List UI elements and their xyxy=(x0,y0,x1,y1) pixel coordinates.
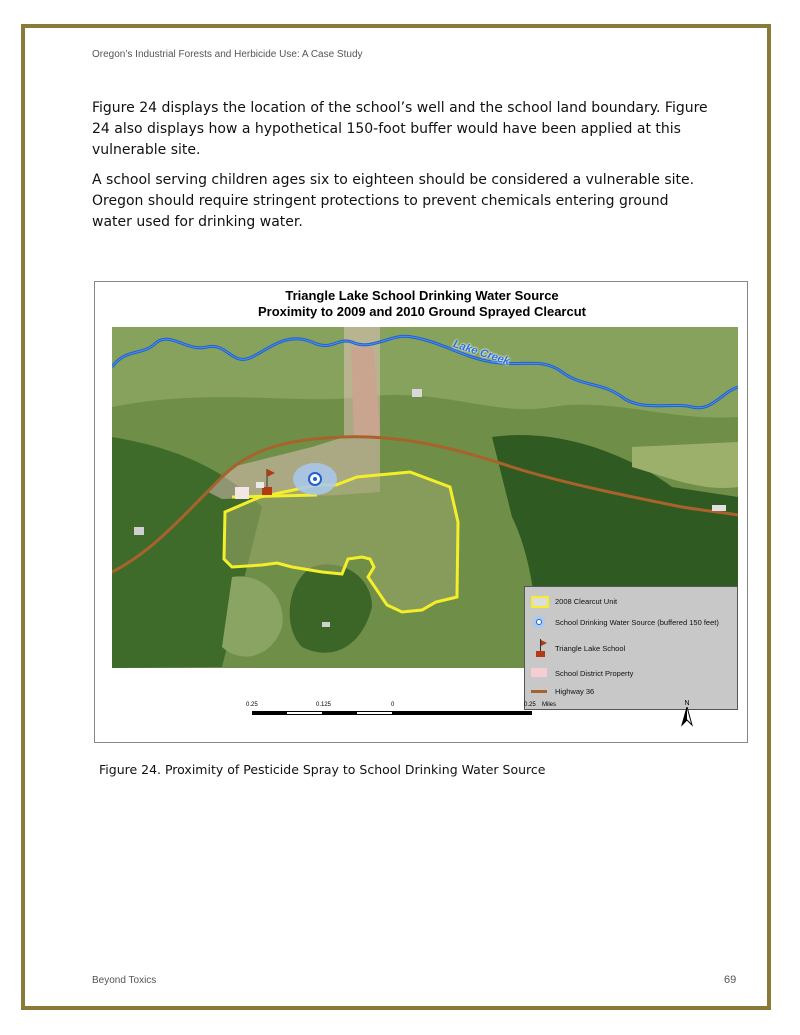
north-arrow xyxy=(677,700,697,734)
north-arrow-icon xyxy=(681,707,693,727)
running-header: Oregon’s Industrial Forests and Herbicide Use: A Case Study xyxy=(92,49,363,60)
body-paragraph-2 xyxy=(92,170,712,233)
body-paragraph-1 xyxy=(92,98,712,161)
legend-item-clearcut xyxy=(531,595,617,607)
north-label: N xyxy=(684,700,690,707)
map-legend xyxy=(524,586,738,710)
well-buffer-circle-icon xyxy=(531,616,549,628)
legend-item-property xyxy=(531,667,633,679)
legend-label: Highway 36 xyxy=(555,686,595,696)
legend-item-school xyxy=(531,639,625,657)
scale-unit: Miles xyxy=(542,702,557,708)
lake-creek-label: Lake Creek xyxy=(451,338,512,368)
figure-24 xyxy=(94,281,748,743)
legend-label: 2008 Clearcut Unit xyxy=(555,596,618,606)
paragraph-text: A school serving children ages six to eighteen should be considered a vulnerable site. Oregon should require stringent protections to prevent chemicals entering ground water used for drinking water. xyxy=(92,172,695,230)
page-number: 69 xyxy=(724,974,737,986)
figure-title-line-1: Triangle Lake School Drinking Water Source xyxy=(285,288,559,303)
school-marker xyxy=(262,487,272,495)
scale-label: 0.25 xyxy=(246,702,258,708)
scale-bar xyxy=(246,702,557,732)
legend-item-water-source xyxy=(531,616,719,628)
figure-title-line-2: Proximity to 2009 and 2010 Ground Sprayed Clearcut xyxy=(257,304,586,319)
school-flag-icon xyxy=(531,639,549,657)
scale-label: 0.125 xyxy=(316,702,332,708)
legend-label: School District Property xyxy=(555,668,634,678)
figure-caption: Figure 24. Proximity of Pesticide Spray to School Drinking Water Source xyxy=(99,762,546,777)
legend-item-highway xyxy=(531,685,594,697)
scale-label: 0.25 xyxy=(524,702,536,708)
legend-label: School Drinking Water Source (buffered 150 feet) xyxy=(555,617,719,627)
highway-line-icon xyxy=(531,685,549,697)
paragraph-text: Figure 24 displays the location of the school’s well and the school land boundary. Figure 24 also displays how a hypothetical 150-foot buffer would have been applied at this vulnerable site. xyxy=(92,100,708,158)
yellow-outline-rect-icon xyxy=(531,595,549,607)
pink-fill-rect-icon xyxy=(531,667,549,679)
scale-label: 0 xyxy=(391,702,395,708)
legend-label: Triangle Lake School xyxy=(555,643,626,653)
footer-org: Beyond Toxics xyxy=(92,975,157,986)
